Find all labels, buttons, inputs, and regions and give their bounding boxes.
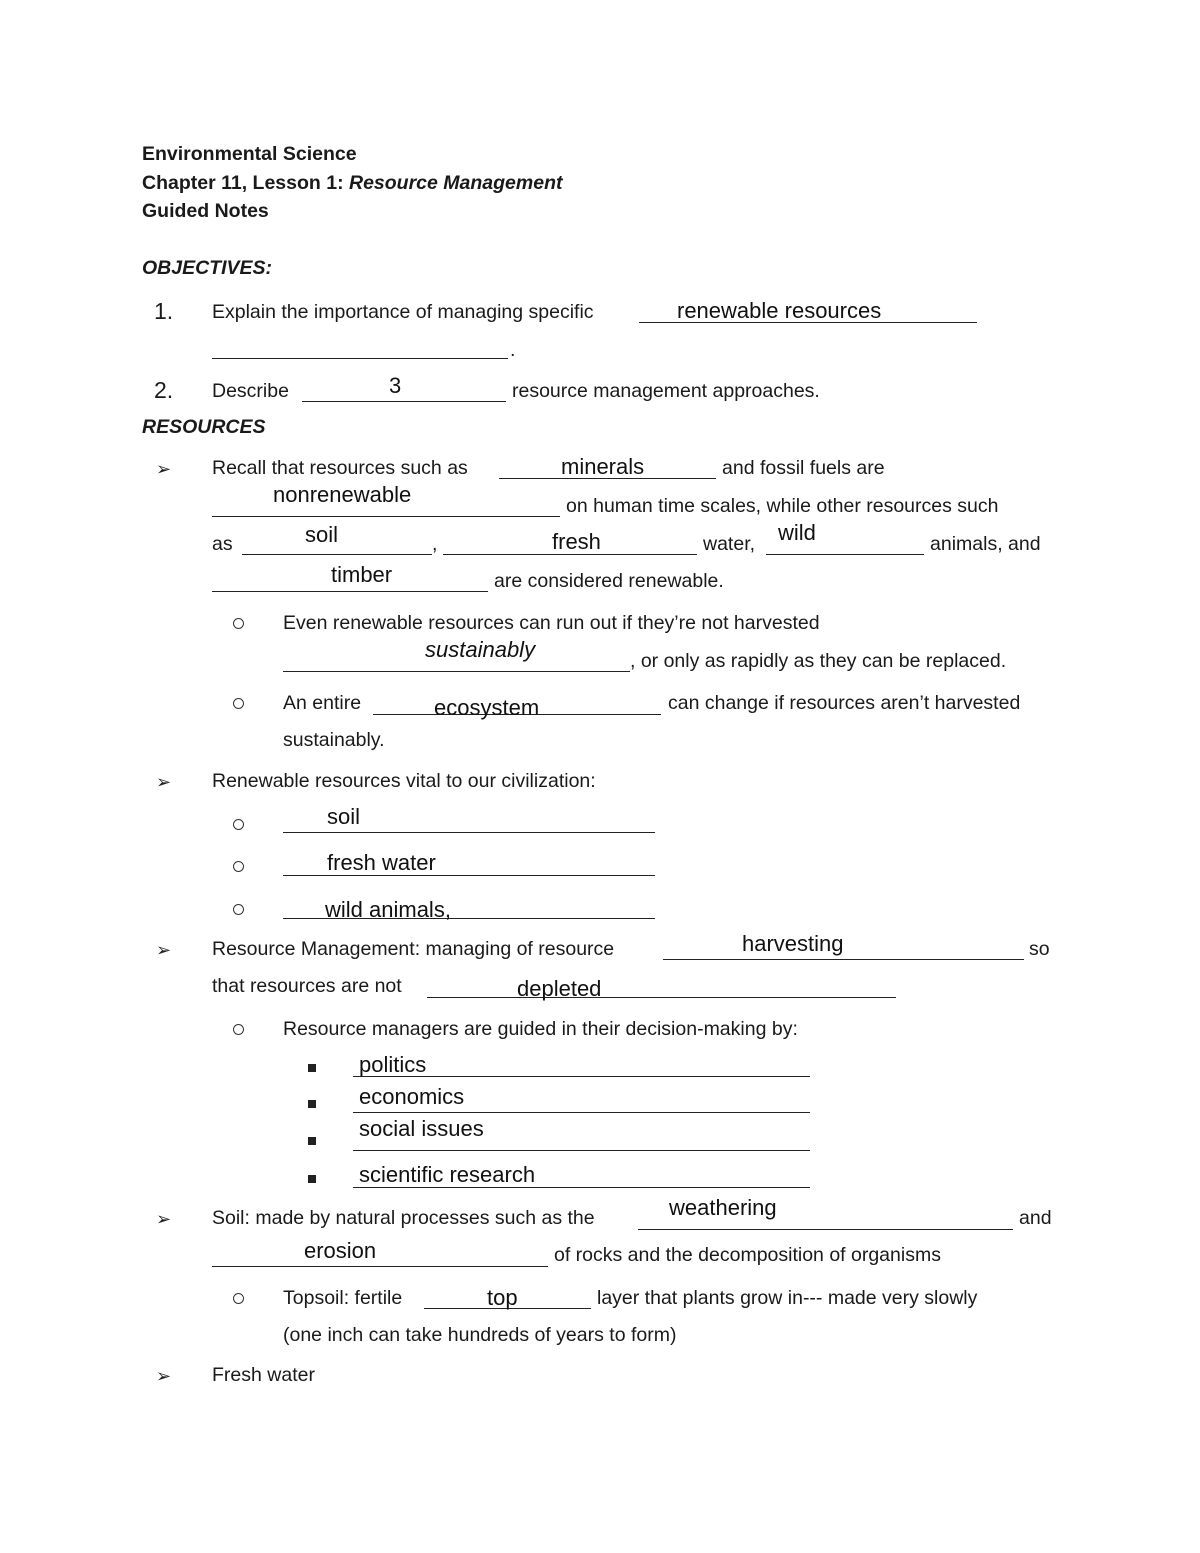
notes-text: Resource Management: managing of resource bbox=[212, 938, 615, 960]
answer-blank bbox=[302, 401, 506, 402]
notes-text: and fossil fuels are bbox=[722, 457, 885, 479]
notes-text: (one inch can take hundreds of years to form) bbox=[283, 1324, 677, 1346]
notes-text: Soil: made by natural processes such as the bbox=[212, 1207, 595, 1229]
answer-text: economics bbox=[359, 1084, 465, 1109]
answer-text: scientific research bbox=[359, 1162, 536, 1187]
notes-text: sustainably. bbox=[283, 729, 385, 751]
square-bullet-icon bbox=[308, 1064, 316, 1072]
square-bullet-icon bbox=[308, 1100, 316, 1108]
circle-bullet-icon bbox=[233, 618, 244, 629]
square-bullet-icon bbox=[308, 1137, 316, 1145]
doc-type: Guided Notes bbox=[142, 200, 269, 222]
answer-text: harvesting bbox=[742, 931, 844, 956]
notes-text: are considered renewable. bbox=[494, 570, 724, 592]
chapter-line bbox=[142, 171, 562, 195]
answer-text: minerals bbox=[561, 454, 645, 479]
answer-blank bbox=[212, 516, 560, 517]
arrow-bullet-icon: ➢ bbox=[156, 1366, 172, 1386]
notes-text: Renewable resources vital to our civilization: bbox=[212, 770, 596, 792]
answer-text: weathering bbox=[669, 1195, 777, 1220]
notes-text: , bbox=[432, 533, 438, 555]
answer-text: soil bbox=[305, 522, 339, 547]
notes-text: that resources are not bbox=[212, 975, 402, 997]
answer-blank bbox=[353, 1150, 810, 1151]
notes-text: Recall that resources such as bbox=[212, 457, 468, 479]
circle-bullet-icon bbox=[233, 819, 244, 830]
answer-blank bbox=[212, 591, 488, 592]
answer-blank bbox=[427, 997, 896, 998]
answer-text: erosion bbox=[304, 1238, 377, 1263]
answer-text: social issues bbox=[359, 1116, 484, 1141]
answer-blank bbox=[283, 832, 655, 833]
objective-text: . bbox=[510, 339, 516, 361]
answer-blank bbox=[353, 1112, 810, 1113]
notes-text: , or only as rapidly as they can be replaced. bbox=[630, 650, 1007, 672]
answer-blank bbox=[283, 671, 630, 672]
answer-blank bbox=[638, 1229, 1013, 1230]
notes-text: can change if resources aren’t harvested bbox=[668, 692, 1021, 714]
objective-number: 1. bbox=[154, 298, 174, 324]
circle-bullet-icon bbox=[233, 1024, 244, 1035]
answer-text: renewable resources bbox=[677, 298, 882, 323]
notes-text: water, bbox=[703, 533, 756, 555]
course-title: Environmental Science bbox=[142, 143, 357, 165]
answer-text: soil bbox=[327, 804, 361, 829]
arrow-bullet-icon: ➢ bbox=[156, 940, 172, 960]
notes-text: layer that plants grow in--- made very slowly bbox=[597, 1287, 978, 1309]
answer-text: nonrenewable bbox=[273, 482, 412, 507]
circle-bullet-icon bbox=[233, 861, 244, 872]
square-bullet-icon bbox=[308, 1175, 316, 1183]
notes-text: Fresh water bbox=[212, 1364, 315, 1386]
answer-blank bbox=[212, 1266, 548, 1267]
objective-number: 2. bbox=[154, 377, 174, 403]
answer-text: timber bbox=[331, 562, 393, 587]
notes-text: Topsoil: fertile bbox=[283, 1287, 403, 1309]
circle-bullet-icon bbox=[233, 698, 244, 709]
notes-text: An entire bbox=[283, 692, 362, 714]
circle-bullet-icon bbox=[233, 1293, 244, 1304]
answer-blank bbox=[212, 358, 508, 359]
notes-text: so bbox=[1029, 938, 1050, 960]
arrow-bullet-icon: ➢ bbox=[156, 1209, 172, 1229]
resources-heading: RESOURCES bbox=[142, 416, 266, 438]
notes-text: of rocks and the decomposition of organisms bbox=[554, 1244, 941, 1266]
answer-blank bbox=[242, 554, 432, 555]
objectives-heading: OBJECTIVES: bbox=[142, 257, 273, 279]
answer-text: top bbox=[487, 1285, 518, 1310]
answer-text: sustainably bbox=[425, 637, 536, 662]
chapter-prefix: Chapter 11, Lesson 1: bbox=[142, 172, 349, 194]
answer-text: depleted bbox=[517, 976, 602, 1001]
answer-text: ecosystem bbox=[434, 695, 540, 720]
objective-text: resource management approaches. bbox=[512, 380, 820, 402]
circle-bullet-icon bbox=[233, 904, 244, 915]
notes-text: and bbox=[1019, 1207, 1052, 1229]
chapter-title: Resource Management bbox=[349, 172, 563, 194]
objective-text: Explain the importance of managing specific bbox=[212, 301, 594, 323]
answer-text: wild animals, bbox=[325, 897, 451, 922]
notes-text: animals, and bbox=[930, 533, 1041, 555]
answer-text: 3 bbox=[389, 373, 402, 398]
answer-text: wild bbox=[778, 520, 816, 545]
answer-text: politics bbox=[359, 1052, 427, 1077]
answer-text: fresh water bbox=[327, 850, 436, 875]
notes-text: on human time scales, while other resources such bbox=[566, 495, 999, 517]
notes-text: as bbox=[212, 533, 233, 555]
answer-blank bbox=[663, 959, 1024, 960]
notes-text: Even renewable resources can run out if they’re not harvested bbox=[283, 612, 820, 634]
arrow-bullet-icon: ➢ bbox=[156, 772, 172, 792]
arrow-bullet-icon: ➢ bbox=[156, 459, 172, 479]
answer-text: fresh bbox=[552, 529, 601, 554]
notes-text: Resource managers are guided in their decision-making by: bbox=[283, 1018, 798, 1040]
answer-blank bbox=[766, 554, 924, 555]
objective-text: Describe bbox=[212, 380, 289, 402]
